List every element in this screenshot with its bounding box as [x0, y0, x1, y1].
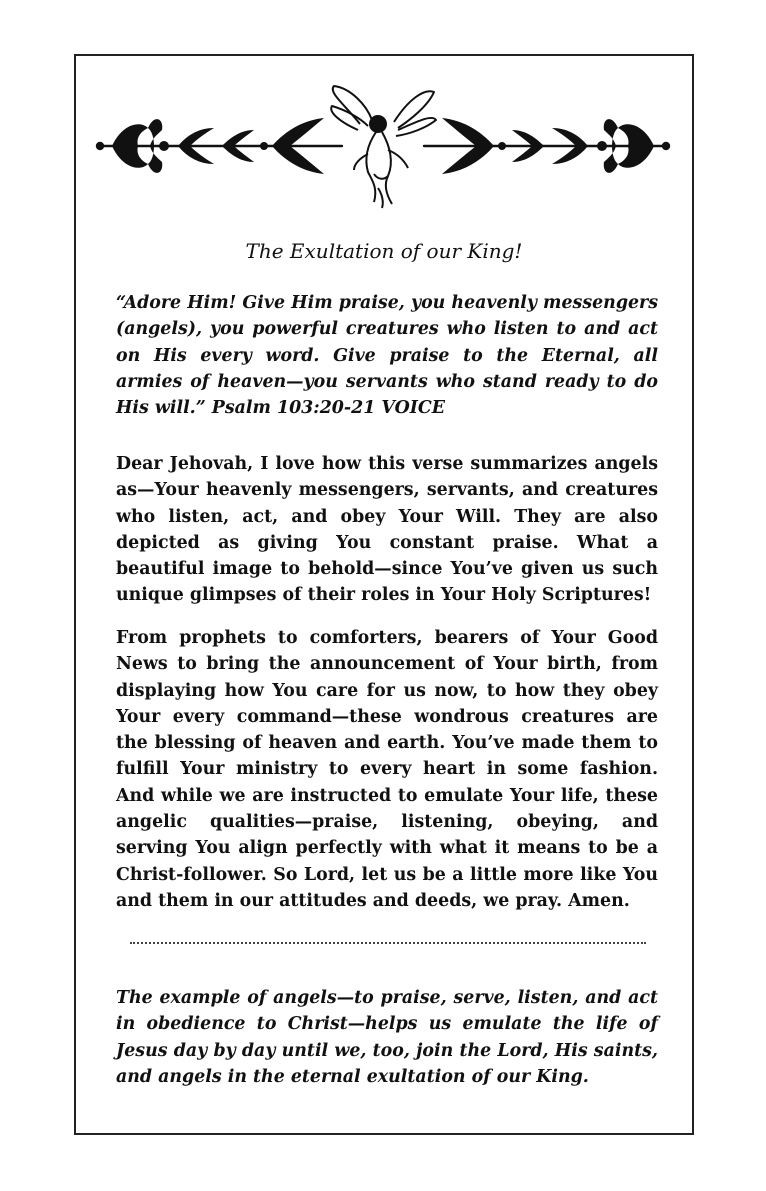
prayer-paragraph-2: From prophets to comforters, bearers of Your Good News to bring the announcement of Your birth, from displaying how You care for us now, to how they obey Your every command—these wondrous creatures are the blessing of heaven and earth. You’ve made them to fulfill Your ministry to every heart in some fashion. And while we are instructed to emulate Your life, these angelic qualities—praise, listening, obeying, and serving You align perfectly with what it means to be a Christ-follower. So Lord, let us be a little more like You and them in our attitudes and deeds, we pray. Amen. [116, 628, 658, 911]
prayer-paragraph-1: Dear Jehovah, I love how this verse summarizes angels as—Your heavenly messengers, servants, and creatures who listen, act, and obey Your Will. They are also depicted as giving You constant praise. What a beautiful image to behold—since You’ve given us such unique glimpses of their roles in Your Holy Scriptures! [116, 454, 658, 606]
page-title: The Exultation of our King! [245, 239, 523, 263]
angel-ornament-icon [92, 84, 674, 212]
closing-reflection: The example of angels—to praise, serve, listen, and act in obedience to Christ—helps us emulate the life of Jesus day by day until we, too, join the Lord, His saints, and angels in the eternal exultation of our King. [116, 988, 658, 1087]
scripture-quote: “Adore Him! Give Him praise, you heavenly messengers (angels), you powerful creatures who listen to and act on His every word. Give praise to the Eternal, all armies of heaven—you servants who stand ready to do His will.” Psalm 103:20-21 VOICE [116, 293, 658, 419]
dotted-divider [130, 942, 646, 944]
